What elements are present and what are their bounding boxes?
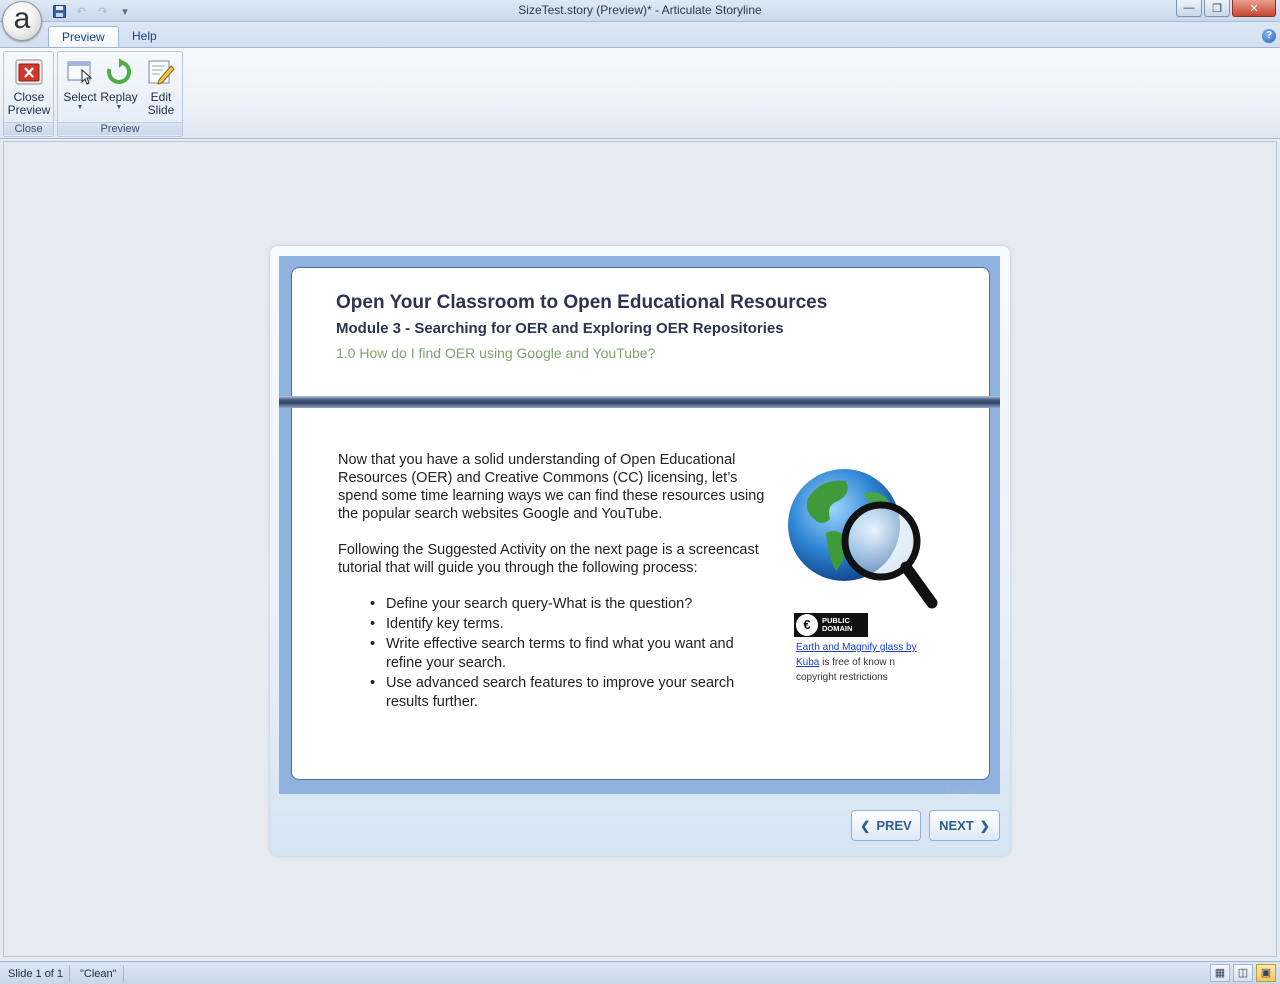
badge-line: PUBLIC — [822, 616, 850, 625]
replay-icon — [104, 57, 134, 87]
select-icon — [65, 57, 95, 87]
select-label: Select — [63, 90, 97, 104]
theme-name: "Clean" — [74, 966, 124, 982]
slide-title: Open Your Classroom to Open Educational Resources — [336, 292, 828, 313]
slide-info: Slide 1 of 1 — [2, 966, 70, 982]
body-paragraph: Following the Suggested Activity on the next page is a screencast tutorial that will guide you through the following process: — [338, 542, 759, 576]
story-player — [270, 246, 1010, 856]
prev-label: PREV — [876, 818, 912, 833]
slide-counter: 1 of 26 — [945, 785, 979, 797]
close-preview-label: Close Preview — [7, 90, 51, 117]
ribbon-group-label-close: Close — [4, 122, 53, 135]
chevron-right-icon: ❯ — [979, 818, 990, 833]
public-domain-badge — [794, 613, 868, 637]
slide-body — [338, 451, 772, 713]
edit-slide-button[interactable] — [141, 54, 181, 122]
tab-preview[interactable]: Preview — [48, 26, 119, 48]
app-logo-icon: a — [13, 2, 31, 35]
normal-view-icon[interactable]: ▦ — [1210, 964, 1230, 982]
author-link[interactable]: Kuba — [796, 657, 820, 668]
list-item: • Define your search query-What is the question? — [370, 595, 772, 614]
replay-button[interactable] — [99, 54, 139, 122]
close-preview-button[interactable] — [5, 54, 53, 122]
chevron-left-icon: ❮ — [860, 818, 871, 833]
image-source-link[interactable]: Earth and Magnify glass by — [796, 642, 917, 653]
replay-dropdown-icon[interactable]: ▼ — [115, 104, 123, 111]
view-switcher — [1210, 964, 1276, 982]
badge-line: DOMAIN — [822, 624, 853, 633]
body-paragraph: Now that you have a solid understanding of Open Educational Resources (OER) and Creative Commons (CC) licensing, let’s spend some time learning ways we can find these resources using the popular search websites Google and YouTube. — [338, 452, 765, 522]
next-label: NEXT — [939, 818, 974, 833]
customize-icon[interactable]: ▾ — [122, 5, 128, 18]
help-icon[interactable]: ? — [1262, 29, 1276, 43]
window-controls — [1176, 0, 1276, 17]
title-bar — [0, 0, 1280, 22]
tab-help[interactable]: Help — [132, 29, 157, 43]
slide-subtitle: Module 3 - Searching for OER and Exploring OER Repositories — [336, 320, 784, 337]
select-dropdown-icon[interactable]: ▼ — [76, 104, 84, 111]
undo-icon[interactable]: ↶ — [76, 5, 86, 18]
image-credit — [796, 640, 936, 685]
public-domain-icon: € — [796, 614, 818, 636]
status-bar — [0, 961, 1280, 984]
globe-magnifier-icon — [786, 453, 946, 623]
list-item: • Use advanced search features to improve your search results further. — [370, 674, 772, 712]
edit-slide-icon — [146, 57, 176, 87]
redo-icon[interactable]: ↷ — [98, 5, 108, 18]
edit-slide-label: Edit Slide — [147, 90, 175, 117]
slide-view-icon[interactable]: ▣ — [1256, 964, 1276, 982]
minimize-button[interactable]: — — [1176, 0, 1202, 17]
slide-sorter-icon[interactable]: ◫ — [1233, 964, 1253, 982]
slide-section-heading: 1.0 How do I find OER using Google and YouTube? — [336, 345, 656, 361]
select-button[interactable] — [61, 54, 99, 122]
app-menu-button[interactable] — [2, 1, 42, 41]
prev-button[interactable] — [851, 810, 921, 841]
ribbon-group-close — [3, 51, 54, 137]
credit-text: is free of know n copyright restrictions — [796, 657, 895, 683]
replay-label: Replay — [100, 90, 138, 104]
ribbon-group-preview — [57, 51, 183, 137]
list-item: • Write effective search terms to find what you want and refine your search. — [370, 635, 772, 673]
close-preview-icon — [14, 57, 44, 87]
ribbon-tab-bar — [0, 22, 1280, 48]
slide-frame — [279, 256, 1000, 797]
list-item: • Identify key terms. — [370, 615, 772, 634]
window-title: SizeTest.story (Preview)* - Articulate Storyline — [518, 3, 762, 17]
slide — [291, 267, 990, 780]
header-divider — [279, 396, 1000, 408]
restore-button[interactable]: ❐ — [1204, 0, 1230, 17]
ribbon — [0, 47, 1280, 139]
close-window-button[interactable]: ✕ — [1232, 0, 1276, 17]
next-button[interactable] — [929, 810, 1000, 841]
process-list — [370, 595, 772, 712]
ribbon-group-label-preview: Preview — [58, 122, 182, 135]
